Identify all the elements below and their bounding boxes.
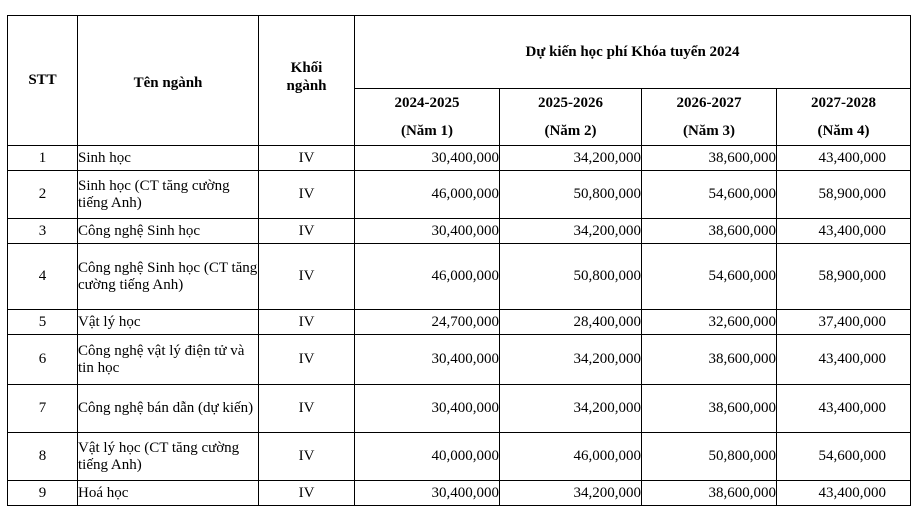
table-row bbox=[8, 335, 911, 385]
row-fee-year-1: 30,400,000 bbox=[355, 481, 500, 506]
header-major-name: Tên ngành bbox=[78, 16, 259, 146]
row-fee-year-2: 34,200,000 bbox=[500, 481, 642, 506]
header-year-label: (Năm 1) bbox=[400, 123, 454, 139]
row-fee-year-2: 46,000,000 bbox=[500, 433, 642, 481]
header-year-label: (Năm 2) bbox=[544, 123, 597, 139]
table-row bbox=[8, 310, 911, 335]
tuition-fee-table bbox=[7, 15, 911, 506]
row-fee-year-3: 38,600,000 bbox=[642, 385, 777, 433]
row-stt: 2 bbox=[8, 171, 78, 219]
header-block-line2: ngành bbox=[286, 77, 327, 94]
row-fee-year-1: 46,000,000 bbox=[355, 171, 500, 219]
row-fee-year-1: 30,400,000 bbox=[355, 146, 500, 171]
table-row bbox=[8, 433, 911, 481]
row-fee-year-4: 37,400,000 bbox=[777, 310, 911, 335]
table-row bbox=[8, 219, 911, 244]
header-year-range: 2024-2025 bbox=[394, 95, 460, 111]
row-block: IV bbox=[259, 335, 355, 385]
row-major-name: Sinh học (CT tăng cường tiếng Anh) bbox=[78, 171, 259, 219]
header-year-4 bbox=[777, 89, 911, 146]
row-major-name: Vật lý học bbox=[78, 310, 259, 335]
row-block: IV bbox=[259, 244, 355, 310]
row-fee-year-3: 54,600,000 bbox=[642, 171, 777, 219]
row-fee-year-3: 50,800,000 bbox=[642, 433, 777, 481]
row-fee-year-3: 38,600,000 bbox=[642, 481, 777, 506]
header-block-line1: Khối bbox=[290, 59, 323, 76]
row-fee-year-2: 34,200,000 bbox=[500, 385, 642, 433]
row-fee-year-3: 38,600,000 bbox=[642, 146, 777, 171]
row-block: IV bbox=[259, 219, 355, 244]
header-year-range: 2027-2028 bbox=[811, 95, 877, 111]
row-fee-year-3: 32,600,000 bbox=[642, 310, 777, 335]
header-year-1 bbox=[355, 89, 500, 146]
row-fee-year-3: 54,600,000 bbox=[642, 244, 777, 310]
header-fee-group-title: Dự kiến học phí Khóa tuyển 2024 bbox=[355, 16, 911, 89]
row-fee-year-3: 38,600,000 bbox=[642, 219, 777, 244]
row-fee-year-4: 58,900,000 bbox=[777, 244, 911, 310]
row-stt: 1 bbox=[8, 146, 78, 171]
row-block: IV bbox=[259, 433, 355, 481]
row-fee-year-2: 34,200,000 bbox=[500, 219, 642, 244]
row-fee-year-1: 30,400,000 bbox=[355, 385, 500, 433]
row-stt: 8 bbox=[8, 433, 78, 481]
row-stt: 7 bbox=[8, 385, 78, 433]
row-stt: 5 bbox=[8, 310, 78, 335]
table-row bbox=[8, 481, 911, 506]
header-year-2 bbox=[500, 89, 642, 146]
row-fee-year-2: 50,800,000 bbox=[500, 171, 642, 219]
row-major-name: Hoá học bbox=[78, 481, 259, 506]
row-fee-year-3: 38,600,000 bbox=[642, 335, 777, 385]
row-fee-year-1: 30,400,000 bbox=[355, 219, 500, 244]
table-row bbox=[8, 171, 911, 219]
header-year-range: 2026-2027 bbox=[676, 95, 742, 111]
header-year-label: (Năm 4) bbox=[817, 123, 870, 139]
table-row bbox=[8, 244, 911, 310]
row-block: IV bbox=[259, 310, 355, 335]
row-major-name: Công nghệ Sinh học bbox=[78, 219, 259, 244]
row-block: IV bbox=[259, 385, 355, 433]
row-fee-year-1: 40,000,000 bbox=[355, 433, 500, 481]
row-fee-year-4: 58,900,000 bbox=[777, 171, 911, 219]
header-row-top bbox=[8, 16, 911, 89]
row-block: IV bbox=[259, 481, 355, 506]
row-fee-year-4: 43,400,000 bbox=[777, 385, 911, 433]
row-major-name: Công nghệ bán dẫn (dự kiến) bbox=[78, 385, 259, 433]
row-fee-year-4: 54,600,000 bbox=[777, 433, 911, 481]
row-fee-year-4: 43,400,000 bbox=[777, 335, 911, 385]
row-major-name: Công nghệ Sinh học (CT tăng cường tiếng Anh) bbox=[78, 244, 259, 310]
row-major-name: Công nghệ vật lý điện tử và tin học bbox=[78, 335, 259, 385]
row-fee-year-2: 34,200,000 bbox=[500, 146, 642, 171]
row-stt: 6 bbox=[8, 335, 78, 385]
table-row bbox=[8, 385, 911, 433]
row-fee-year-2: 28,400,000 bbox=[500, 310, 642, 335]
header-year-range: 2025-2026 bbox=[538, 95, 603, 111]
header-year-3 bbox=[642, 89, 777, 146]
header-block bbox=[259, 16, 355, 146]
row-fee-year-4: 43,400,000 bbox=[777, 146, 911, 171]
row-fee-year-1: 30,400,000 bbox=[355, 335, 500, 385]
row-block: IV bbox=[259, 146, 355, 171]
row-fee-year-2: 34,200,000 bbox=[500, 335, 642, 385]
row-block: IV bbox=[259, 171, 355, 219]
row-fee-year-1: 46,000,000 bbox=[355, 244, 500, 310]
row-fee-year-2: 50,800,000 bbox=[500, 244, 642, 310]
row-major-name: Vật lý học (CT tăng cường tiếng Anh) bbox=[78, 433, 259, 481]
row-fee-year-4: 43,400,000 bbox=[777, 219, 911, 244]
row-fee-year-1: 24,700,000 bbox=[355, 310, 500, 335]
row-major-name: Sinh học bbox=[78, 146, 259, 171]
row-stt: 3 bbox=[8, 219, 78, 244]
header-stt: STT bbox=[8, 16, 78, 146]
row-stt: 9 bbox=[8, 481, 78, 506]
row-stt: 4 bbox=[8, 244, 78, 310]
table-row bbox=[8, 146, 911, 171]
header-year-label: (Năm 3) bbox=[682, 123, 736, 139]
row-fee-year-4: 43,400,000 bbox=[777, 481, 911, 506]
